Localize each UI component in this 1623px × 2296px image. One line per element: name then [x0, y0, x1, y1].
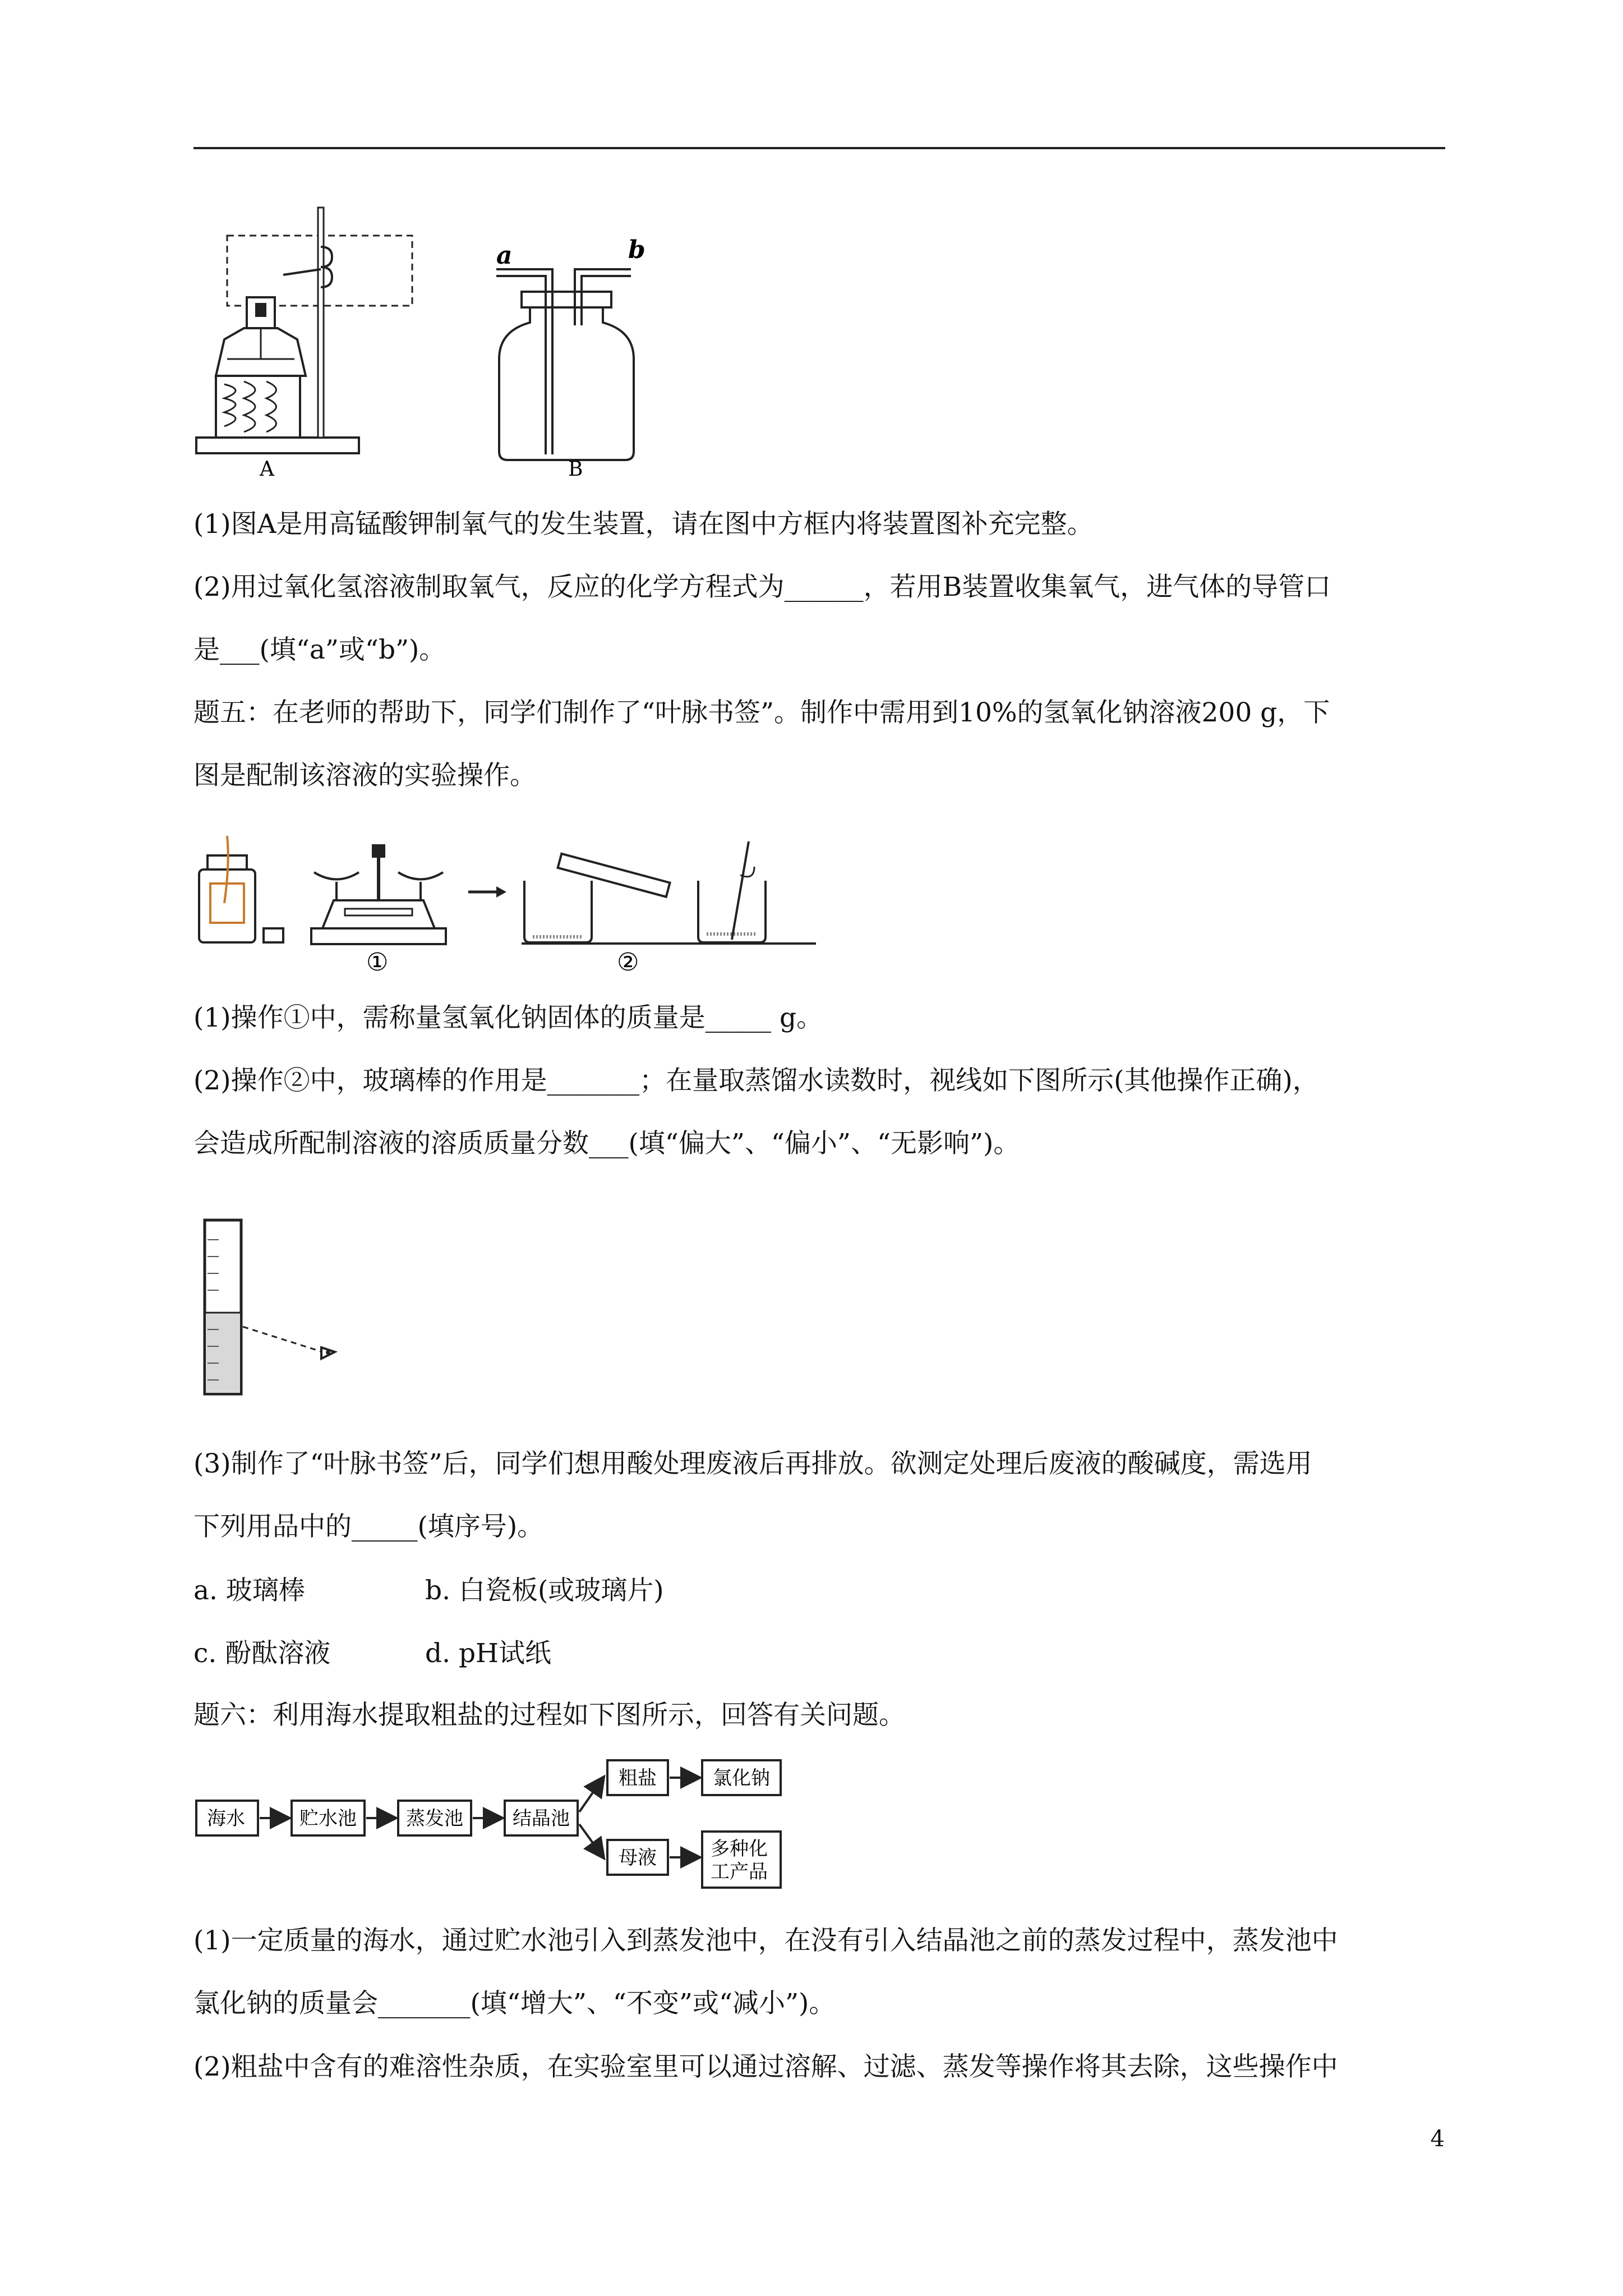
q6-part2-line1: (2)粗盐中含有的难溶性杂质，在实验室里可以通过溶解、过滤、蒸发等操作将其去除，这些操作中 — [193, 2051, 1338, 2082]
figure-b-label: B — [568, 458, 583, 481]
q5-intro-line2: 图是配制该溶液的实验操作。 — [193, 760, 536, 791]
q5-part2-line2: 会造成所配制溶液的溶质质量分数___(填“偏大”、“偏小”、“无影响”)。 — [193, 1128, 1020, 1159]
flow-node-reservoir — [292, 1801, 365, 1835]
flow-node-crude-salt — [607, 1760, 668, 1795]
svg-text:粗盐: 粗盐 — [619, 1767, 657, 1789]
q5-part1: (1)操作①中，需称量氢氧化钠固体的质量是_____ g。 — [193, 1002, 823, 1033]
flow-node-chemical-products — [702, 1832, 781, 1888]
stand-base — [196, 438, 359, 453]
stand-rod — [318, 208, 324, 438]
q6-part1-line1: (1)一定质量的海水，通过贮水池引入到蒸发池中，在没有引入结晶池之前的蒸发过程中，蒸发池中 — [193, 1925, 1338, 1956]
tube-a-label: a — [496, 241, 513, 270]
header-rule — [193, 147, 1445, 149]
flow-node-seawater — [196, 1801, 258, 1835]
q5-intro-line1: 题五：在老师的帮助下，同学们制作了“叶脉书签”。制作中需用到10%的氢氧化钠溶液200 g，下 — [193, 697, 1330, 728]
q5-part2-line1: (2)操作②中，玻璃棒的作用是_______；在量取蒸馏水读数时，视线如下图所示(其他操作正确)， — [193, 1065, 1319, 1096]
q4-part2-line2: 是___(填“a”或“b”)。 — [193, 634, 446, 665]
tube-b-label: b — [628, 236, 645, 264]
q6-intro: 题六：利用海水提取粗盐的过程如下图所示，回答有关问题。 — [193, 1700, 905, 1731]
q5-option-b: b. 白瓷板(或玻璃片) — [425, 1575, 664, 1606]
svg-text:工产品: 工产品 — [711, 1861, 768, 1883]
q5-part3-line1: (3)制作了“叶脉书签”后，同学们想用酸处理废液后再排放。欲测定处理后废液的酸碱度，需选用 — [193, 1448, 1312, 1479]
q5-part3-line2: 下列用品中的_____(填序号)。 — [193, 1511, 544, 1542]
q5-option-c: c. 酚酞溶液 — [193, 1638, 331, 1669]
seawater-flowchart — [193, 1756, 799, 1890]
flow-node-mother-liquor — [607, 1840, 668, 1875]
gas-bottle — [499, 306, 634, 460]
q4-part2-line1: (2)用过氧化氢溶液制取氧气，反应的化学方程式为______，若用B装置收集氧气，进气体的导管口 — [193, 572, 1331, 602]
q4-part1: (1)图A是用高锰酸钾制氧气的发生装置，请在图中方框内将装置图补充完整。 — [193, 509, 1094, 540]
flow-node-sodium-chloride — [702, 1760, 781, 1795]
page-number: 4 — [1430, 2126, 1445, 2152]
svg-text:贮水池: 贮水池 — [299, 1807, 357, 1830]
flow-node-crystallization-pond — [505, 1801, 578, 1835]
svg-text:结晶池: 结晶池 — [513, 1807, 570, 1830]
figure-a-label: A — [260, 458, 274, 481]
q5-option-d: d. pH试纸 — [425, 1638, 552, 1669]
svg-text:蒸发池: 蒸发池 — [406, 1807, 463, 1830]
apparatus-figure — [193, 191, 698, 482]
svg-text:氯化钠: 氯化钠 — [713, 1767, 770, 1789]
svg-text:母液: 母液 — [619, 1847, 657, 1869]
q6-part1-line2: 氯化钠的质量会_______(填“增大”、“不变”或“减小”)。 — [193, 1988, 836, 2019]
svg-text:多种化: 多种化 — [711, 1838, 768, 1860]
solution-prep-figure — [193, 830, 827, 976]
flow-node-evaporation-pond — [398, 1801, 471, 1835]
step2-label: ② — [617, 948, 639, 976]
cylinder-reading-figure — [193, 1217, 351, 1402]
step1-label: ① — [366, 948, 389, 976]
svg-text:海水: 海水 — [207, 1807, 245, 1830]
q5-option-a: a. 玻璃棒 — [193, 1575, 305, 1606]
